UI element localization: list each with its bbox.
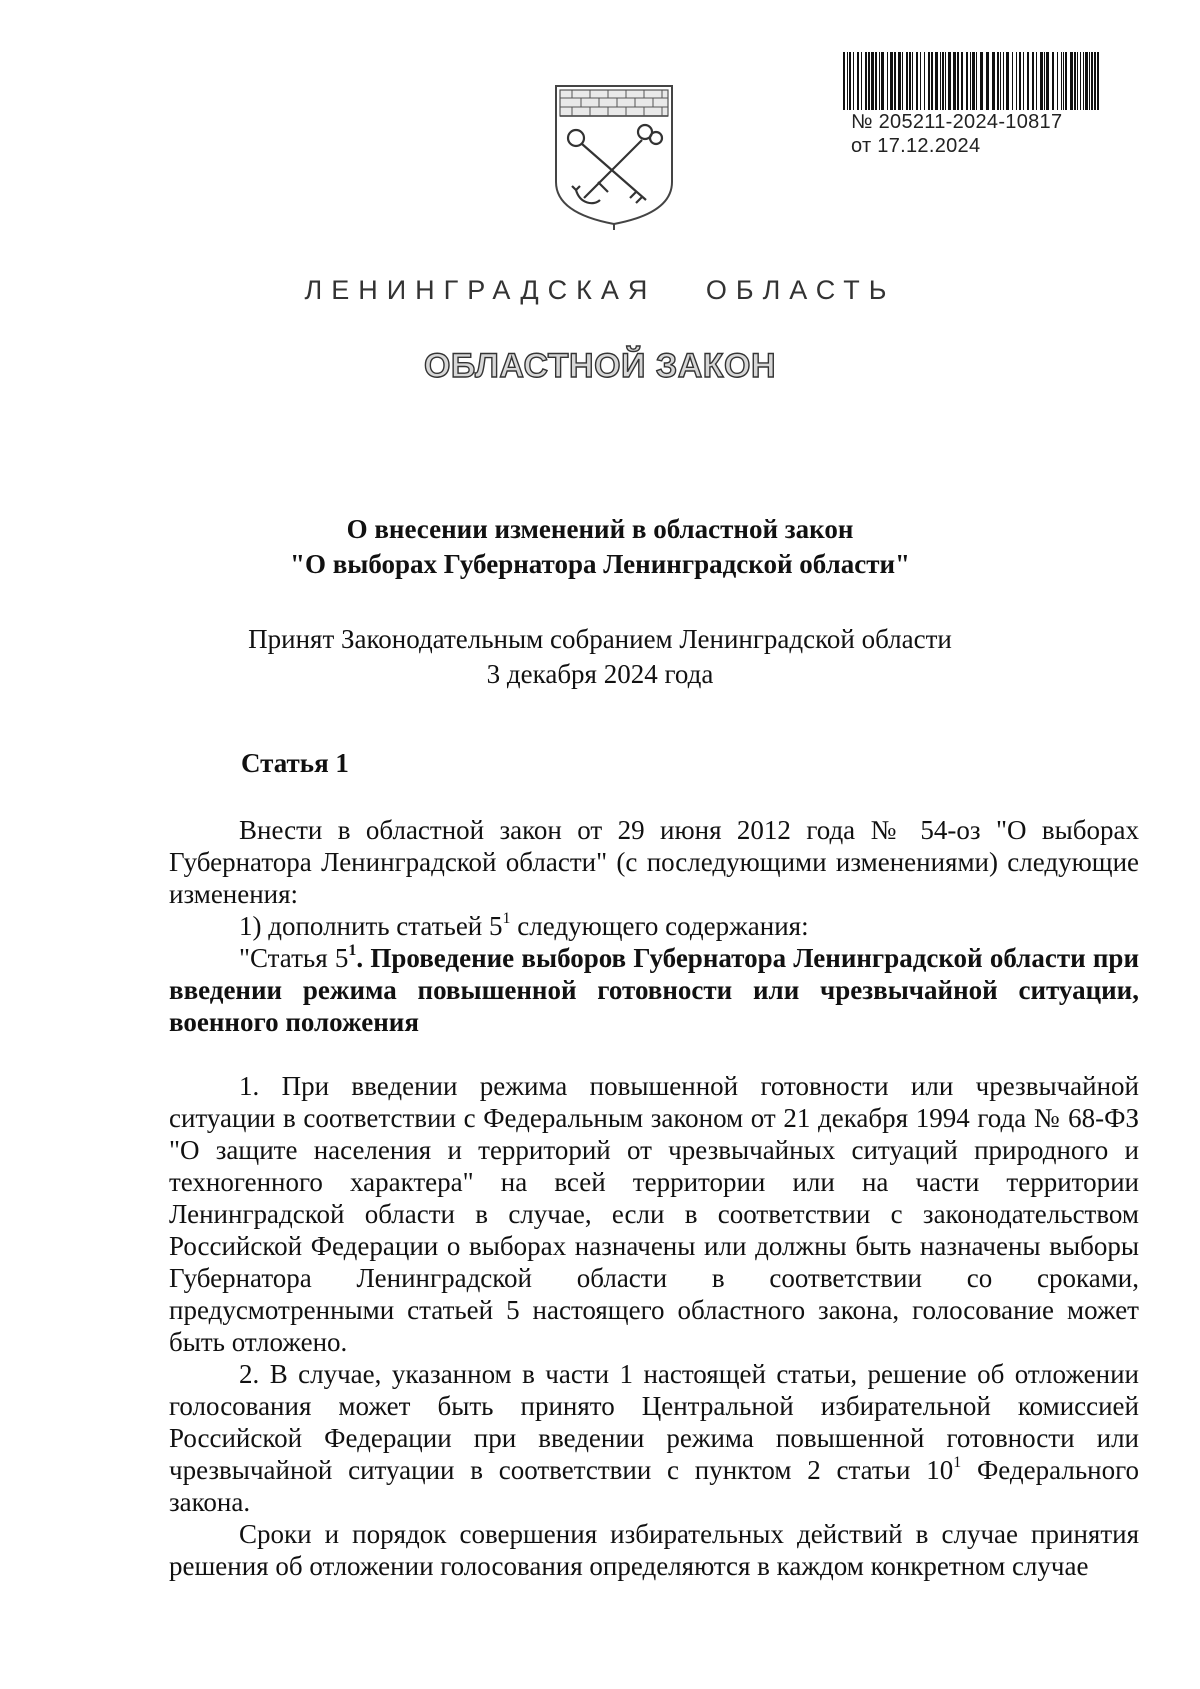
superscript: 1 — [953, 1454, 962, 1471]
superscript: 1 — [502, 910, 511, 927]
law-title-line-1: О внесении изменений в областной закон — [346, 514, 854, 544]
coat-of-arms-icon — [550, 82, 678, 232]
registration-stamp — [851, 110, 1062, 158]
amendment-item-1-text: 1) дополнить статьей 5 — [239, 911, 503, 941]
barcode — [843, 52, 1103, 110]
law-type-heading: ОБЛАСТНОЙ ЗАКОН — [423, 347, 777, 385]
law-title-line-2: "О выборах Губернатора Ленинградской области" — [289, 549, 911, 579]
new-article-dot: . — [356, 943, 371, 973]
paragraph-3: Сроки и порядок совершения избирательных действий в случае принятия решения об отложении голосования определяются в каждом конкретном случае — [169, 1519, 1139, 1581]
adoption-note — [0, 622, 1200, 692]
region-header: ЛЕНИНГРАДСКАЯ ОБЛАСТЬ — [304, 275, 896, 305]
paragraph-2 — [169, 1358, 1139, 1518]
registration-number: № 205211-2024-10817 — [851, 111, 1063, 133]
amendment-item-1-text-end: следующего содержания: — [510, 911, 809, 941]
adoption-line-2: 3 декабря 2024 года — [486, 659, 714, 689]
article-body — [169, 814, 1139, 1582]
adoption-line-1: Принят Законодательным собранием Ленинградской области — [248, 624, 952, 654]
paragraph-2-text: 2. В случае, указанном в части 1 настоящей статьи, решение об отложении голосования может быть принято Центральной избирательной комиссией Российской Федерации при введении режима повышенной готовности или чрезвычайной ситуации в соответствии с пунктом 2 статьи 10 — [169, 1359, 1139, 1485]
paragraph-1: 1. При введении режима повышенной готовности или чрезвычайной ситуации в соответствии с Федеральным законом от 21 декабря 1994 года № 68-ФЗ "О защите населения и территорий от чрезвычайных ситуаций природного и техногенного характера" на всей территории или на части территории Ленинградской области в случае, если в соответствии с законодательством Российской Федерации о выборах назначены или должны быть назначены выборы Губернатора Ленинградской области в соответствии со сроками, предусмотренными статьей 5 настоящего областного закона, голосование может быть отложено. — [169, 1071, 1139, 1357]
new-article-title: Проведение выборов Губернатора Ленинградской области при введении режима повышенной готовности или чрезвычайной ситуации, военного положения — [169, 943, 1140, 1037]
new-article-heading — [169, 942, 1139, 1038]
amendment-item-1 — [169, 910, 1139, 942]
superscript: 1 — [348, 942, 357, 959]
new-article-label: "Статья 5 — [239, 943, 349, 973]
article-heading: Статья 1 — [241, 748, 349, 778]
article-intro: Внести в областной закон от 29 июня 2012 года № 54-оз "О выборах Губернатора Ленинградской области" (с последующими изменениями) следующие изменения: — [169, 815, 1139, 909]
paragraph-2-text-end: Федерального закона. — [169, 1455, 1139, 1517]
registration-date: от 17.12.2024 — [851, 135, 981, 157]
law-title — [0, 512, 1200, 582]
